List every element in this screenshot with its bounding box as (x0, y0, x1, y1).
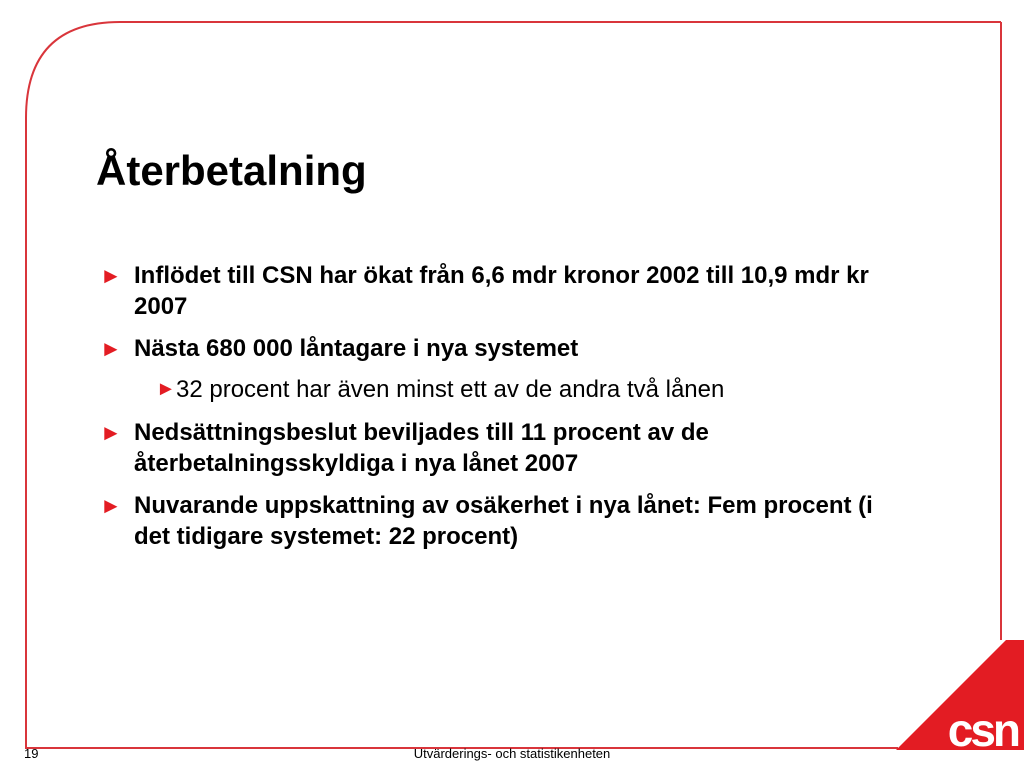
sub-bullet-item (156, 374, 900, 405)
bullet-item (100, 260, 900, 322)
bullet-text: Nuvarande uppskattning av osäkerhet i nya lånet: Fem procent (i det tidigare systemet: 22 procent) (134, 492, 873, 551)
bullet-arrow-icon: ► (100, 263, 122, 288)
bullet-text: Nästa 680 000 låntagare i nya systemet (134, 335, 579, 363)
bullet-item (100, 417, 900, 479)
bullet-arrow-icon: ► (100, 336, 122, 362)
bullet-arrow-icon: ► (100, 419, 122, 445)
sub-bullet-text: 32 procent har även minst ett av de andra två lånen (176, 375, 725, 403)
bullet-arrow-icon: ► (100, 493, 122, 519)
slide-title: Återbetalning (96, 147, 367, 194)
bullet-text: Inflödet till CSN har ökat från 6,6 mdr kronor 2002 till 10,9 mdr kr 2007 (134, 262, 869, 321)
page-number: 19 (24, 746, 39, 761)
csn-logo (896, 640, 1024, 768)
bullet-item (100, 333, 900, 364)
logo-text: csn (947, 704, 1018, 756)
bullet-text: Nedsättningsbeslut beviljades till 11 procent av de återbetalningsskyldiga i nya lånet 2007 (134, 418, 709, 477)
bullet-item (100, 490, 900, 552)
bullet-list (100, 260, 900, 564)
footer-department: Utvärderings- och statistikenheten (413, 746, 611, 761)
bullet-arrow-icon: ► (156, 377, 176, 400)
